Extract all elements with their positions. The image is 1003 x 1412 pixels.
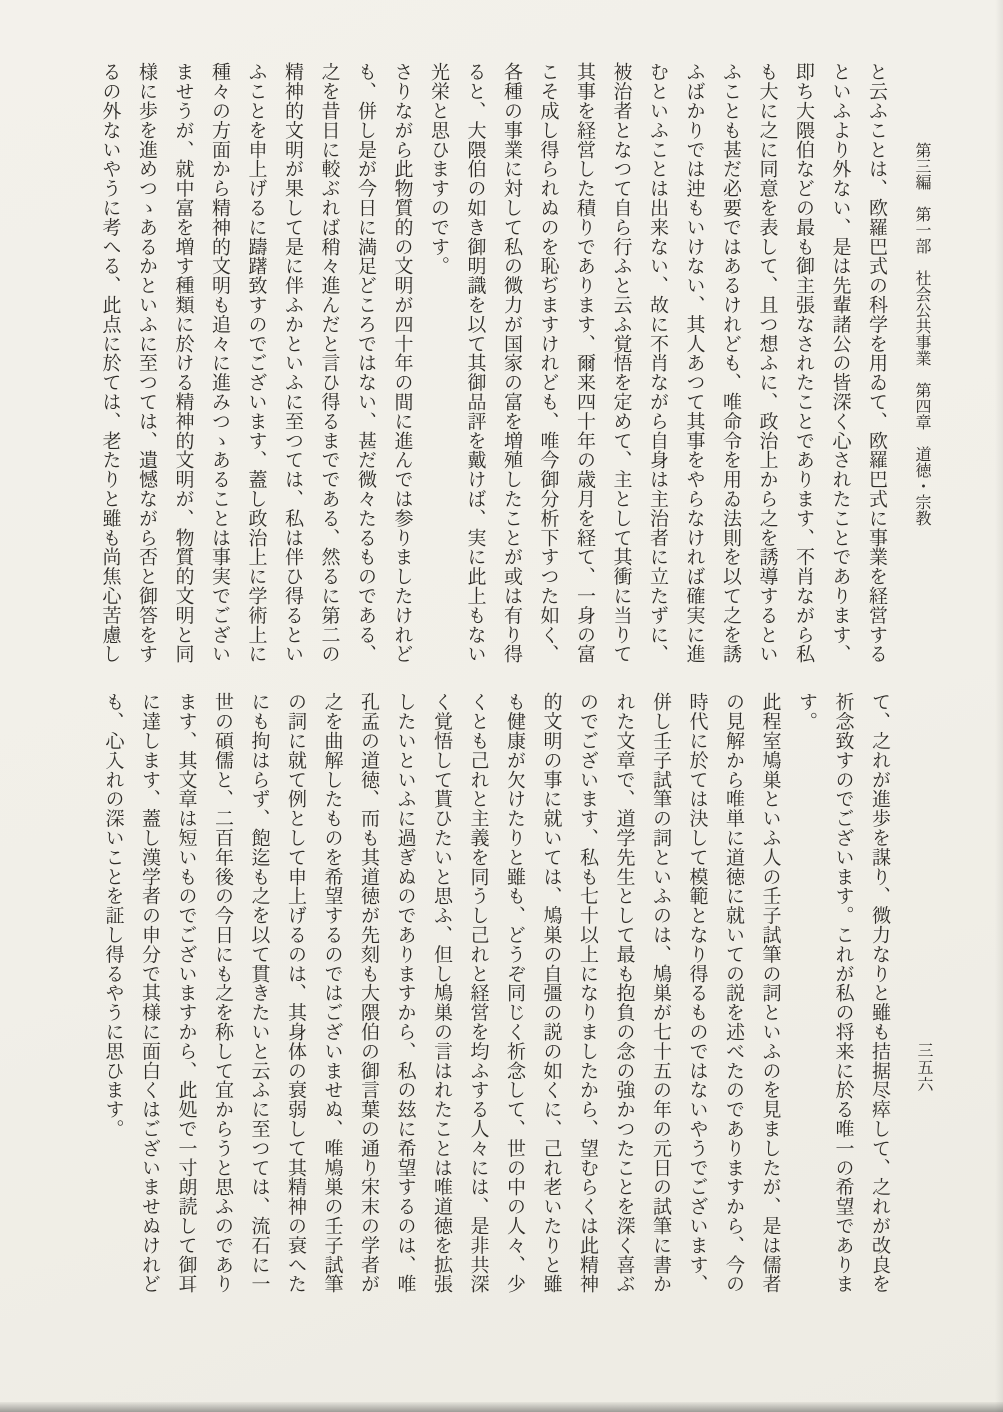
text-column-21: に達します、蓋し漢学者の申分で其様に面白くはございませぬけれど (139, 692, 161, 1294)
text-column-9: 其事を経営した積りであります、爾来四十年の歳月を経て、一身の富 (574, 62, 596, 664)
text-column-20: ませうが、就中富を増す種類に於ける精神的文明が、物質的文明と同 (172, 62, 195, 664)
text-column-18: ふことを申上げるに躊躇致すのでございます、蓋し政治上に学術上に (245, 62, 268, 664)
bottom-text-block (86, 692, 889, 1306)
text-column-14: さりながら此物質的の文明が四十年の間に進んでは参りましたけれど (391, 62, 414, 664)
text-column-12: ると、大隈伯の如き御明識を以て其御品評を戴けば、実に此上もない (464, 62, 487, 664)
text-column-5: ふことも甚だ必要ではあるけれども、唯命令を用ゐ法則を以て之を誘 (720, 62, 742, 664)
text-column-6: 時代に於ては決して模範となり得るものではないやうでございます、 (686, 692, 709, 1294)
text-column-3: 即ち大隈伯などの最も御主張なされたことであります、不肖ながら私 (793, 62, 815, 664)
text-column-2: 祈念致すのでございます。これが私の将来に於る唯一の希望でありま (832, 692, 855, 1294)
text-column-22: も、心入れの深いことを証し得るやうに思ひます。 (102, 692, 125, 1139)
chapter-running-head: 第三編 第一部 社会公共事業 第四章 道徳・宗教 (913, 142, 932, 526)
text-column-17: 精神的文明が果して是に伴ふかといふに至つては、私は伴ひ得るとい (282, 62, 304, 664)
text-column-21: 様に歩を進めつゝあるかといふに至つては、遺憾ながら否と御答をす (136, 62, 158, 664)
text-column-11: 各種の事業に対して私の微力が国家の富を増殖したことが或は有り得 (501, 62, 523, 664)
text-column-13: 光栄と思ひますのです。 (428, 62, 450, 276)
text-column-16: 之を曲解したものを希望するのではございませぬ、唯鳩巣の壬子試筆 (321, 692, 344, 1294)
text-column-20: ます、其文章は短いものでございますから、此処で一寸朗読して御耳 (175, 692, 198, 1294)
text-column-8: れた文章で、道学先生として最も抱負の念の強かつたことを深く喜ぶ (613, 692, 636, 1294)
text-column-4: 此程室鳩巣といふ人の壬子試筆の詞といふのを見ましたが、是は儒者 (759, 692, 782, 1294)
text-column-2: といふより外ない、是は先輩諸公の皆深く心されたことであります、 (829, 62, 852, 664)
text-column-5: の見解から唯単に道徳に就いての説を述べたのでありますから、今の (723, 692, 745, 1294)
text-column-3: す。 (796, 692, 818, 731)
text-column-4: も大に之に同意を表して、且つ想ふに、政治上から之を誘導するとい (756, 62, 779, 664)
text-column-10: 的文明の事に就いては、鳩巣の自彊の説の如くに、己れ老いたりと雖 (540, 692, 563, 1294)
text-column-9: のでございます、私も七十以上になりましたから、望むらくは此精神 (577, 692, 599, 1294)
text-column-11: も健康が欠けたりと雖も、どうぞ同じく祈念して、世の中の人々、少 (504, 692, 526, 1294)
text-column-19: 世の碩儒と、二百年後の今日にも之を称して宜からうと思ふのであり (212, 692, 234, 1294)
text-column-7: 併し壬子試筆の詞といふのは、鳩巣が七十五の年の元日の試筆に書か (650, 692, 672, 1294)
text-column-12: くとも己れと主義を同うし己れと経営を均ふする人々には、是非共深 (467, 692, 490, 1294)
text-column-16: 之を昔日に較ぶれば稍々進んだと言ひ得るまでである、然るに第二の (318, 62, 341, 664)
text-column-14: したいといふに過ぎぬのでありますから、私の玆に希望するのは、唯 (394, 692, 417, 1294)
text-column-7: むといふことは出来ない、故に不肖ながら自身は主治者に立たずに、 (647, 62, 669, 664)
text-column-22: るの外ないやうに考へる、此点に於ては、老たりと雖も尚焦心苦慮し (99, 62, 122, 664)
text-column-1: と云ふことは、欧羅巴式の科学を用ゐて、欧羅巴式に事業を経営する (866, 62, 888, 664)
text-column-6: ふばかりでは迚もいけない、其人あつて其事をやらなければ確実に進 (683, 62, 706, 664)
text-column-1: て、之れが進歩を謀り、微力なりと雖も拮据尽瘁して、之れが改良を (869, 692, 891, 1294)
text-column-18: にも拘はらず、飽迄も之を以て貫きたいと云ふに至つては、流石に一 (248, 692, 271, 1294)
text-column-15: も、併し是が今日に満足どころではない、甚だ微々たるものである、 (355, 62, 377, 664)
text-column-19: 種々の方面から精神的文明も追々に進みつゝあることは事実でござい (209, 62, 231, 664)
text-column-17: の詞に就て例として申上げるのは、其身体の衰弱して其精神の衰へた (285, 692, 307, 1294)
text-column-10: こそ成し得られぬのを恥ぢますけれども、唯今御分析下すつた如く、 (537, 62, 560, 664)
text-column-8: 被治者となつて自ら行ふと云ふ覚悟を定めて、主として其衝に当りて (610, 62, 633, 664)
top-text-block (83, 62, 886, 678)
text-column-13: く覚悟して貰ひたいと思ふ、但し鳩巣の言はれたことは唯道徳を拡張 (431, 692, 453, 1294)
page-number: 三五六 (915, 1042, 934, 1093)
text-column-15: 孔孟の道徳、而も其道徳が先刻も大隈伯の御言葉の通り宋末の学者が (358, 692, 380, 1294)
